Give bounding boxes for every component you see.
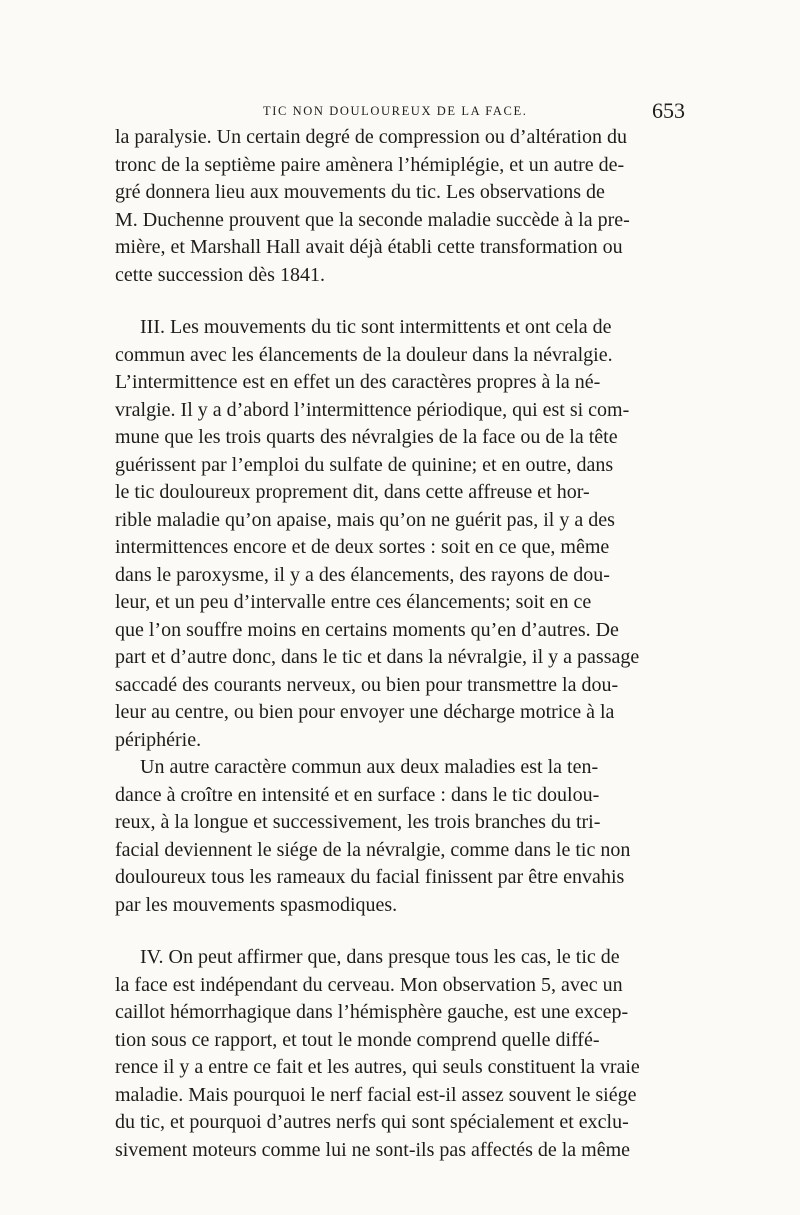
- text-line: cette succession dès 1841.: [115, 263, 325, 286]
- text-line: du tic, et pourquoi d’autres nerfs qui sont spécialement et exclu-: [115, 1111, 629, 1133]
- text-line: III. Les mouvements du tic sont intermittents et ont cela de: [140, 316, 612, 338]
- text-line: M. Duchenne prouvent que la seconde maladie succède à la pre-: [115, 208, 630, 231]
- text-line: tion sous ce rapport, et tout le monde comprend quelle diffé-: [115, 1028, 600, 1051]
- text-line: Un autre caractère commun aux deux maladies est la ten-: [140, 756, 599, 778]
- text-line: rence il y a entre ce fait et les autres, qui seuls constituent la vraie: [115, 1056, 640, 1078]
- paragraph-section-iii: [115, 314, 685, 754]
- text-line: part et d’autre donc, dans le tic et dans la névralgie, il y a passage: [115, 646, 640, 668]
- text-line: mune que les trois quarts des névralgies de la face ou de la tête: [115, 426, 618, 448]
- text-line: IV. On peut affirmer que, dans presque tous les cas, le tic de: [140, 946, 620, 968]
- text-line: douloureux tous les rameaux du facial finissent par être envahis: [115, 866, 625, 888]
- text-line: leur au centre, ou bien pour envoyer une décharge motrice à la: [115, 701, 615, 723]
- text-line: saccadé des courants nerveux, ou bien pour transmettre la dou-: [115, 673, 619, 696]
- text-line: commun avec les élancements de la douleur dans la névralgie.: [115, 343, 613, 366]
- text-line: que l’on souffre moins en certains moments qu’en d’autres. De: [115, 618, 619, 641]
- text-line: reux, à la longue et successivement, les trois branches du tri-: [115, 811, 601, 833]
- text-line: la paralysie. Un certain degré de compression ou d’altération du: [115, 126, 628, 148]
- running-title: TIC NON DOULOUREUX DE LA FACE.: [263, 104, 528, 118]
- text-line: rible maladie qu’on apaise, mais qu’on ne guérit pas, il y a des: [115, 508, 615, 531]
- text-line: par les mouvements spasmodiques.: [115, 893, 398, 916]
- page-header: [115, 100, 685, 126]
- text-line: maladie. Mais pourquoi le nerf facial est-il assez souvent le siége: [115, 1083, 637, 1106]
- text-line: dance à croître en intensité et en surface : dans le tic doulou-: [115, 783, 600, 806]
- page-body: [115, 124, 685, 1164]
- text-line: gré donnera lieu aux mouvements du tic. Les observations de: [115, 181, 605, 203]
- text-line: mière, et Marshall Hall avait déjà établi cette transformation ou: [115, 236, 623, 258]
- text-line: facial deviennent le siége de la névralgie, comme dans le tic non: [115, 838, 631, 861]
- text-line: la face est indépendant du cerveau. Mon observation 5, avec un: [115, 973, 623, 996]
- text-line: le tic douloureux proprement dit, dans cette affreuse et hor-: [115, 481, 590, 503]
- text-line: sivement moteurs comme lui ne sont-ils pas affectés de la même: [115, 1138, 631, 1161]
- text-line: caillot hémorrhagique dans l’hémisphère gauche, est une excep-: [115, 1001, 629, 1023]
- text-line: intermittences encore et de deux sortes : soit en ce que, même: [115, 536, 610, 558]
- paragraph-common-character: [115, 754, 685, 919]
- text-line: dans le paroxysme, il y a des élancements, des rayons de dou-: [115, 563, 610, 586]
- text-line: leur, et un peu d’intervalle entre ces élancements; soit en ce: [115, 591, 592, 613]
- text-line: L’intermittence est en effet un des caractères propres à la né-: [115, 371, 601, 393]
- paragraph-continuation: [115, 124, 685, 289]
- page-number: 653: [652, 98, 685, 123]
- text-line: vralgie. Il y a d’abord l’intermittence périodique, qui est si com-: [115, 398, 630, 421]
- text-line: guérissent par l’emploi du sulfate de quinine; et en outre, dans: [115, 453, 614, 476]
- text-line: tronc de la septième paire amènera l’hémiplégie, et un autre de-: [115, 153, 625, 176]
- text-line: périphérie.: [115, 728, 202, 751]
- paragraph-section-iv: [115, 944, 685, 1164]
